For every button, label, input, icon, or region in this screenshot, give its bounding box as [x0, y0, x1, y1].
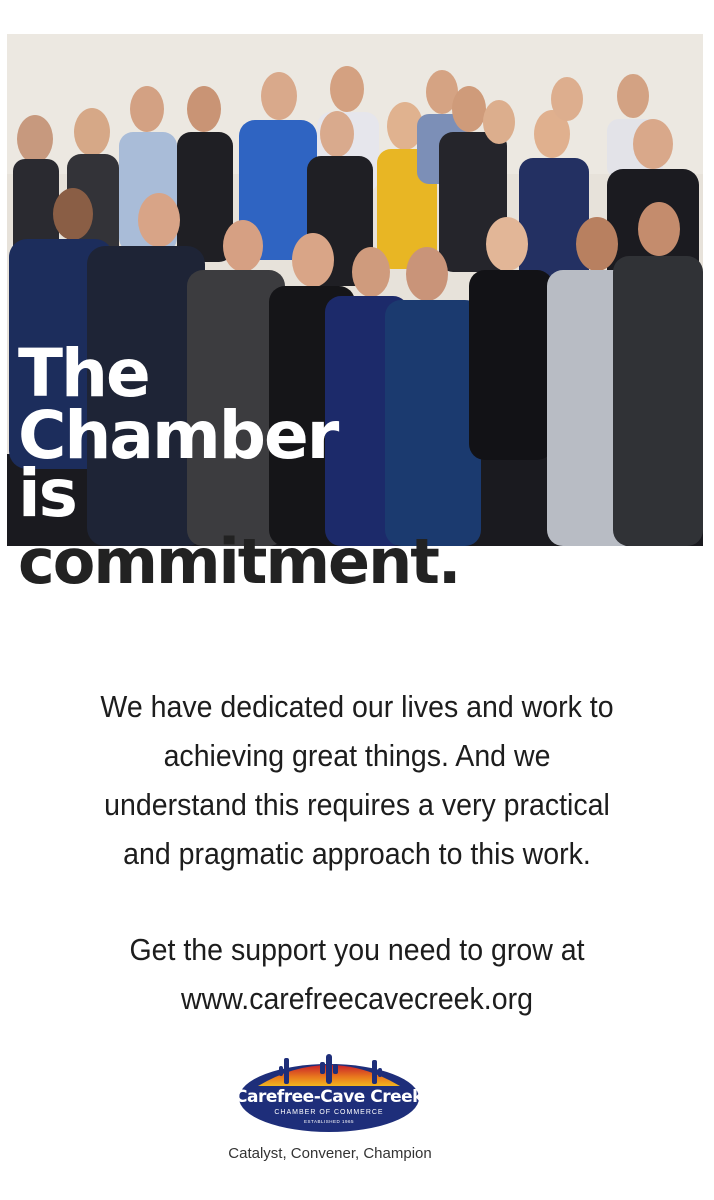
chamber-logo-graphic [236, 1052, 422, 1134]
cta-paragraph-text: Get the support you need to grow at www.carefreecavecreek.org [129, 932, 585, 1016]
chamber-logo [236, 1052, 422, 1134]
intro-paragraph [29, 682, 686, 878]
cactus-icon [284, 1058, 289, 1084]
headline-line-is: is [18, 455, 76, 532]
logo-name: Carefree-Cave Creek [236, 1087, 422, 1107]
intro-paragraph-text: We have dedicated our lives and work to achieving great things. And we understand this requires a very practical and pragmatic approach to this work. [100, 689, 614, 871]
logo-established: ESTABLISHED 1965 [304, 1119, 354, 1124]
cta-paragraph [29, 925, 686, 1023]
headline-line-the: The [18, 335, 149, 412]
headline [18, 335, 460, 598]
headline-line-chamber: Chamber [18, 397, 338, 474]
tagline: Catalyst, Convener, Champion [228, 1145, 432, 1162]
headline-line-commitment: commitment. [18, 525, 460, 598]
logo-subtitle: CHAMBER OF COMMERCE [274, 1109, 384, 1116]
